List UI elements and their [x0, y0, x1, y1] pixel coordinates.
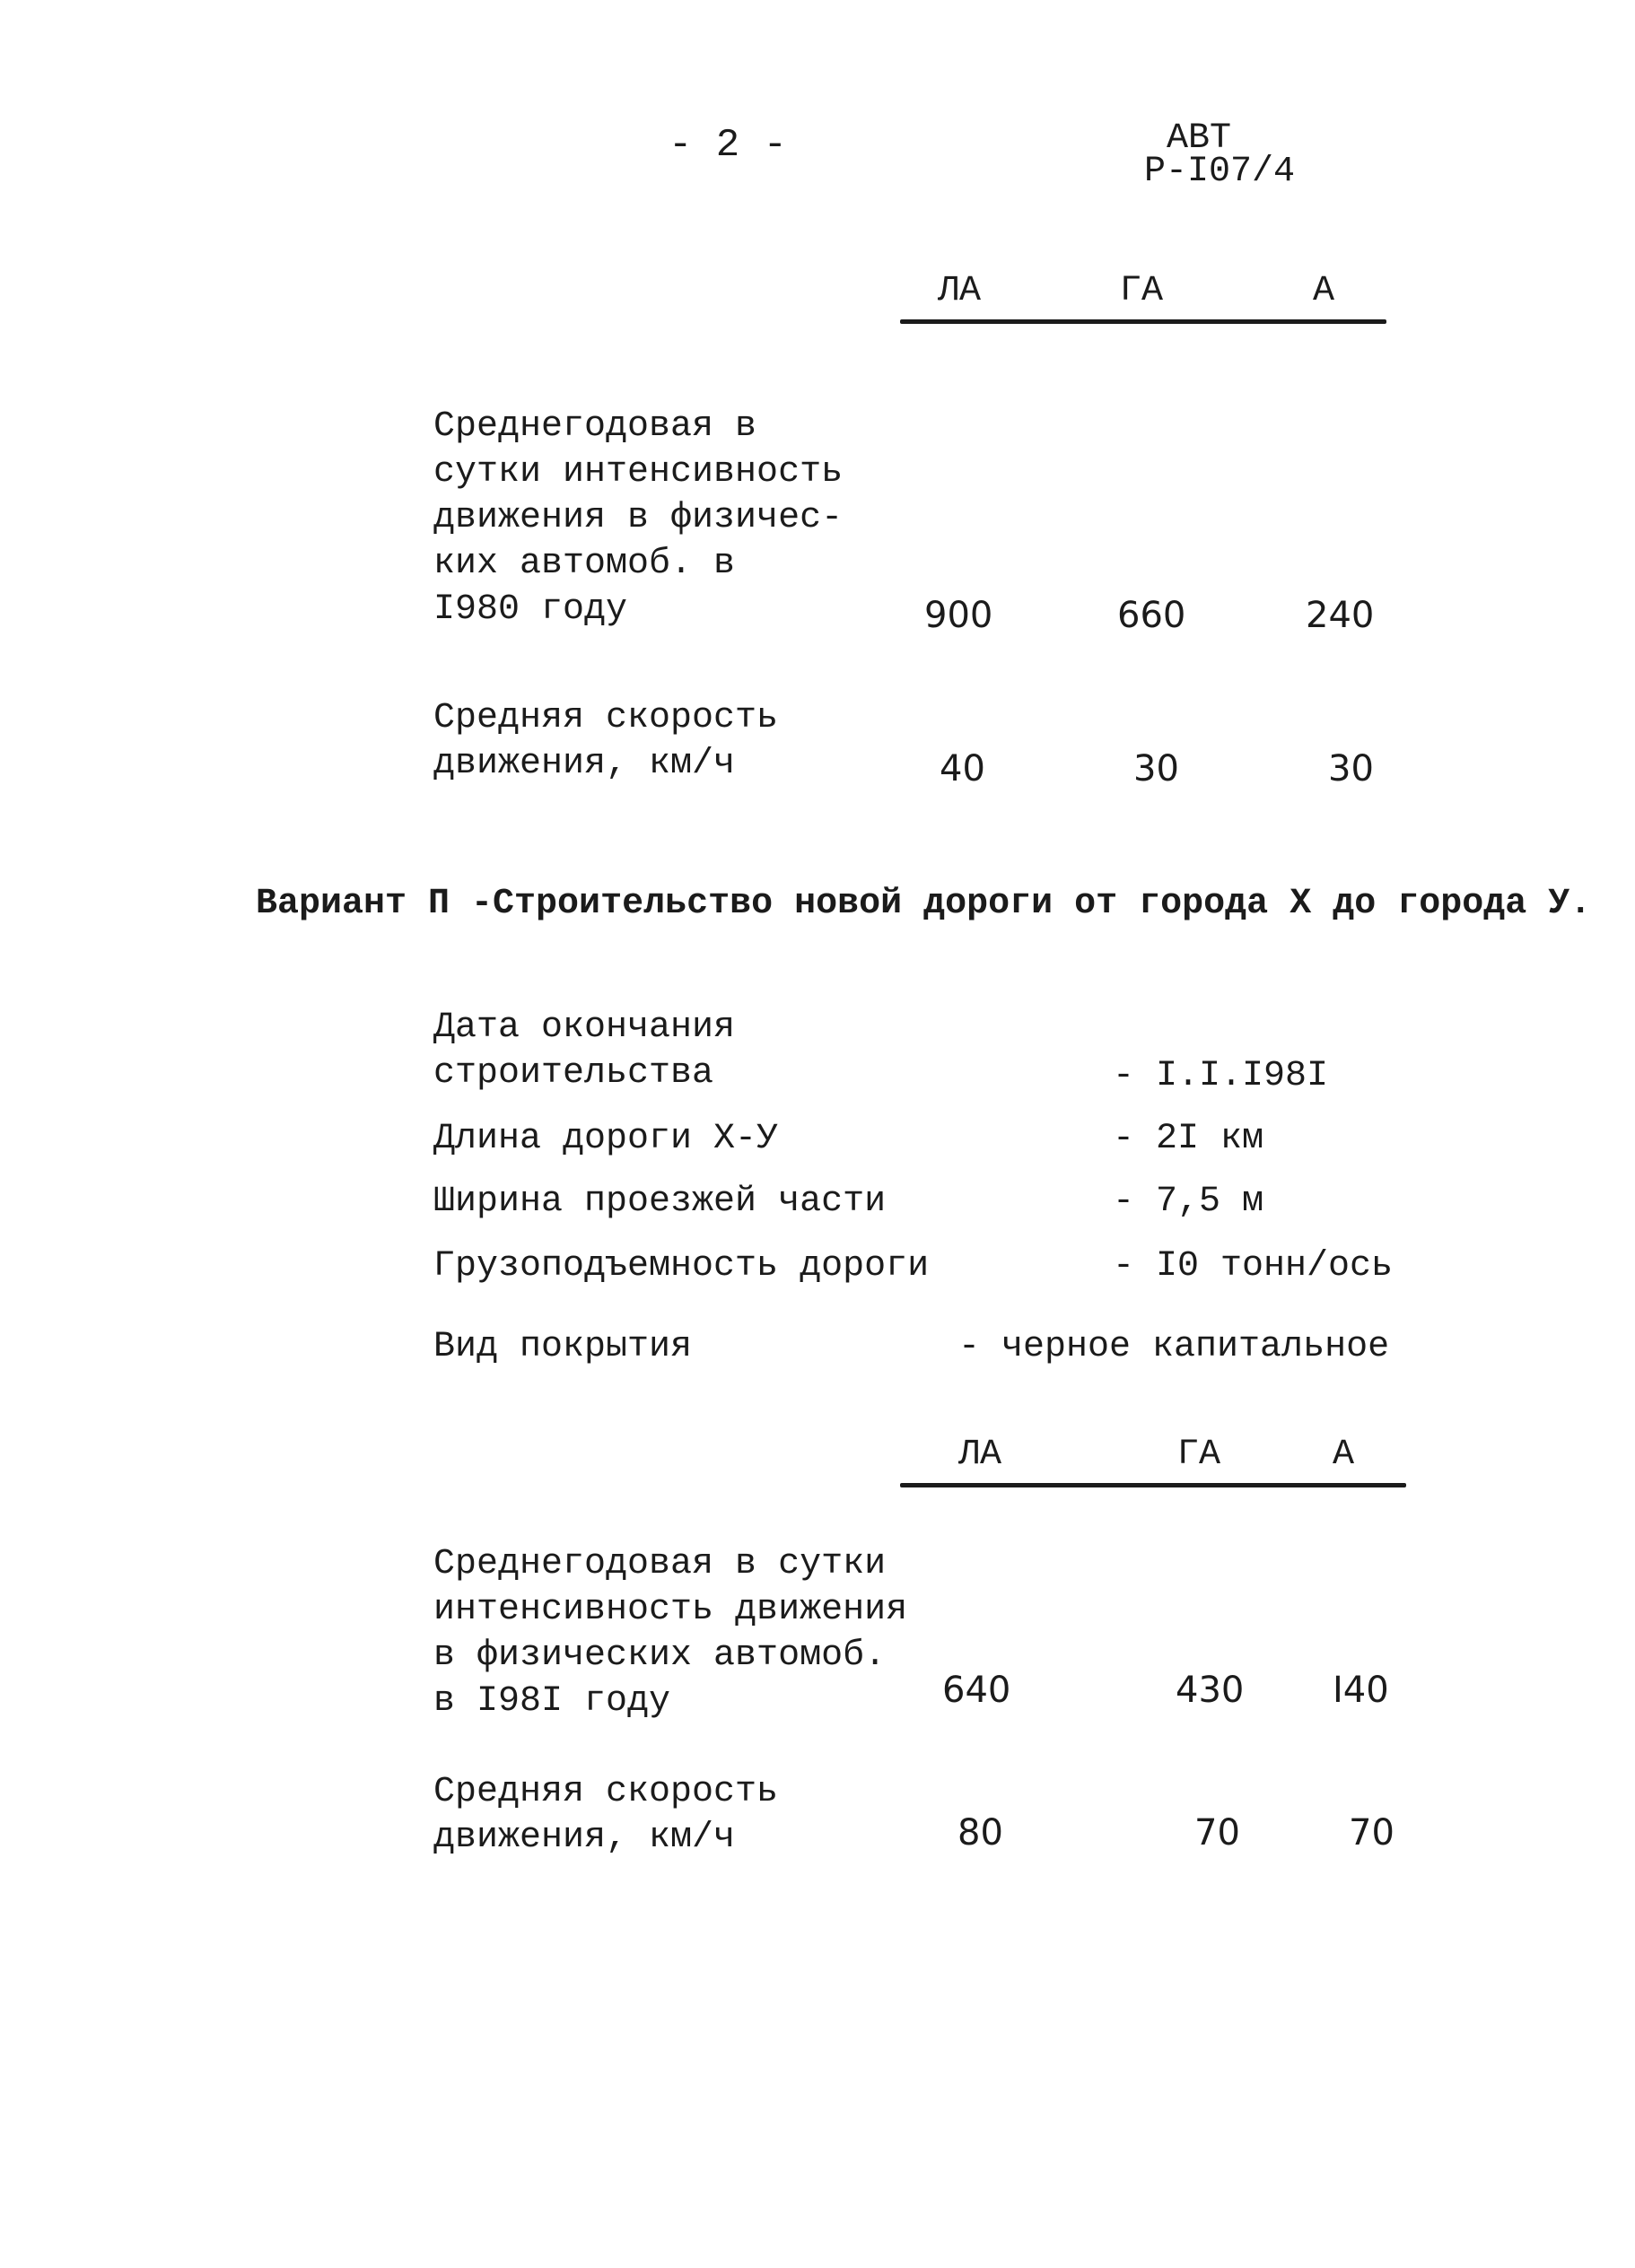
- table1-col-a: А: [1313, 271, 1335, 311]
- table1-row1-value-ga: 660: [1117, 595, 1186, 636]
- table1-col-ga: ГА: [1120, 271, 1164, 311]
- table2-col-la: ЛА: [958, 1435, 1002, 1475]
- table1-row2-label: Средняя скорость движения, км/ч: [433, 698, 779, 784]
- table2-col-ga: ГА: [1177, 1435, 1221, 1475]
- table2-col-a: А: [1333, 1435, 1355, 1475]
- table1-row2-value-la: 40: [940, 748, 985, 789]
- table1-row1-label: Среднегодовая в сутки интенсивность движения в физичес- ких автомоб. в I980 году: [433, 406, 844, 630]
- table1-header-rule: [900, 319, 1386, 324]
- table1-row1-value-la: 900: [924, 595, 993, 636]
- spec-completion-date-label: Дата окончания строительства: [433, 1008, 736, 1094]
- table2-header-rule: [900, 1483, 1406, 1487]
- table2-row1-value-a: I40: [1333, 1670, 1389, 1711]
- spec-road-length-label: Длина дороги Х-У: [433, 1119, 779, 1159]
- spec-completion-date-value: - I.I.I98I: [1113, 1056, 1329, 1096]
- table2-row2-value-ga: 70: [1194, 1812, 1240, 1854]
- table1-row2-value-a: 30: [1328, 748, 1374, 789]
- spec-carriageway-width-label: Ширина проезжей части: [433, 1182, 887, 1222]
- table2-row2-value-la: 80: [957, 1812, 1003, 1854]
- spec-surface-type-label: Вид покрытия: [433, 1327, 693, 1367]
- table1-col-la: ЛА: [938, 271, 982, 311]
- table2-row1-value-ga: 430: [1176, 1670, 1245, 1711]
- spec-carriageway-width-value: - 7,5 м: [1113, 1182, 1264, 1222]
- table1-row1-value-a: 240: [1306, 595, 1375, 636]
- table2-row1-value-la: 640: [942, 1670, 1011, 1711]
- document-code-line1: АВТ: [1167, 118, 1232, 159]
- page-number: - 2 -: [669, 123, 788, 168]
- spec-surface-type-value: - черное капитальное: [958, 1327, 1390, 1367]
- spec-load-capacity-label: Грузоподъемность дороги: [433, 1246, 930, 1287]
- table1-row2-value-ga: 30: [1133, 748, 1179, 789]
- spec-load-capacity-value: - I0 тонн/ось: [1113, 1246, 1394, 1287]
- table2-row2-value-a: 70: [1349, 1812, 1395, 1854]
- variant-heading: Вариант П -Строительство новой дороги от города Х до города У.: [256, 884, 1592, 924]
- table2-row2-label: Средняя скорость движения, км/ч: [433, 1772, 779, 1858]
- spec-road-length-value: - 2I км: [1113, 1119, 1264, 1159]
- document-code-line2: Р-I07/4: [1144, 152, 1296, 192]
- table2-row1-label: Среднегодовая в сутки интенсивность движения в физических автомоб. в I98I году: [433, 1544, 908, 1722]
